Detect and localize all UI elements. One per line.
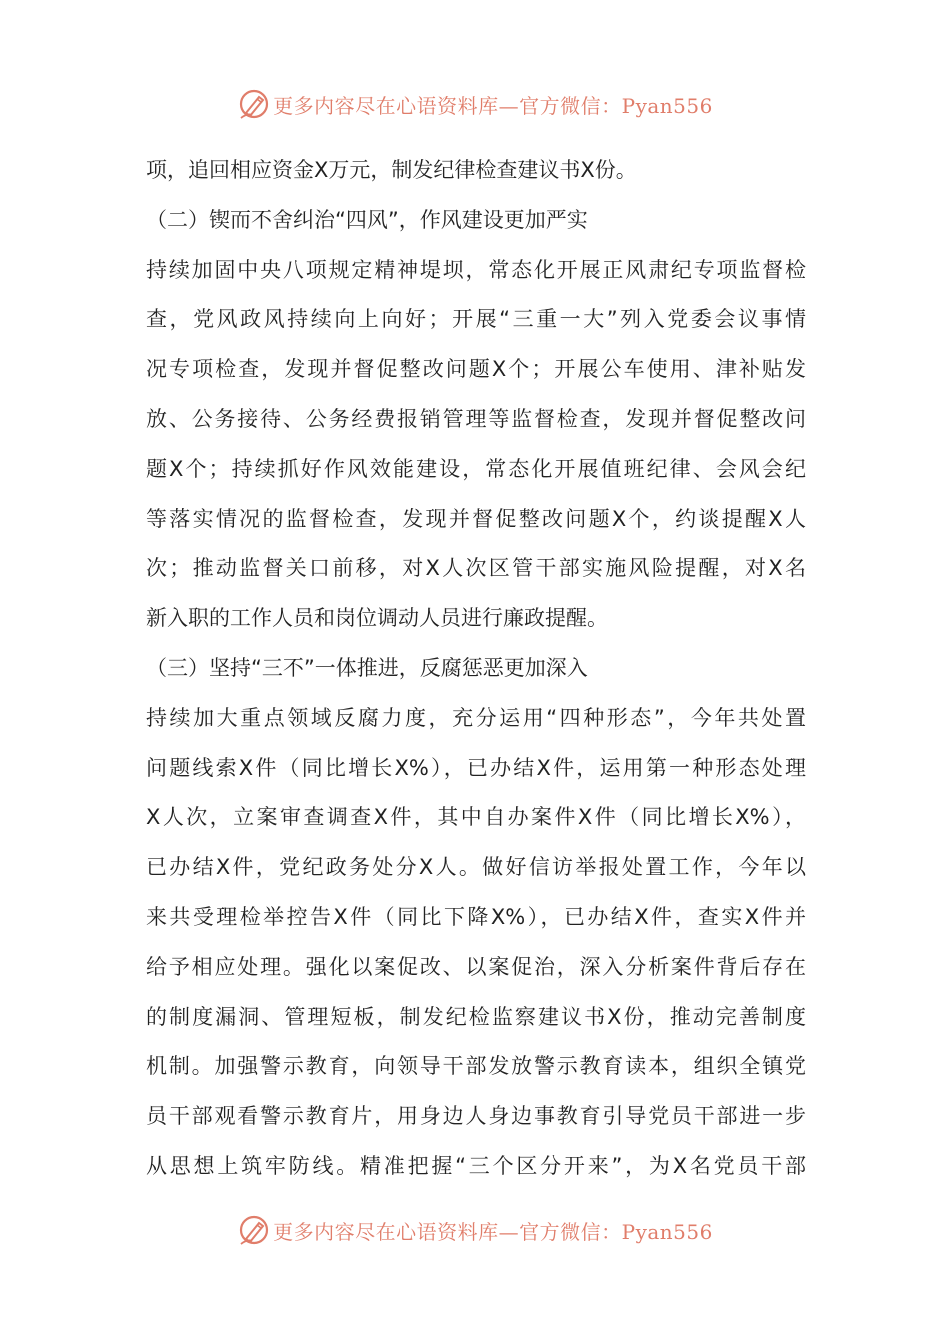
text-line: 题X个；持续抓好作风效能建设，常态化开展值班纪律、会风会纪	[146, 456, 806, 481]
text-line: 问题线索X件（同比增长X%），已办结X件，运用第一种形态处理	[146, 755, 806, 780]
text-line: X人次，立案审查调查X件，其中自办案件X件（同比增长X%），	[146, 805, 806, 830]
pen-nib-logo-icon	[237, 1213, 271, 1247]
text-line: 来共受理检举控告X件（同比下降X%），已办结X件，查实X件并	[146, 904, 806, 929]
watermark-footer	[0, 1210, 950, 1250]
document-body	[146, 146, 806, 1192]
text-line: 给予相应处理。强化以案促改、以案促治，深入分析案件背后存在	[146, 954, 806, 979]
text-line: 况专项检查，发现并督促整改问题X个；开展公车使用、津补贴发	[146, 357, 806, 382]
text-line: 次；推动监督关口前移，对X人次区管干部实施风险提醒，对X名	[146, 556, 806, 581]
pen-nib-logo-icon	[237, 87, 271, 121]
text-line: （二）锲而不舍纠治“四风”，作风建设更加严实	[146, 207, 588, 232]
text-line: 持续加固中央八项规定精神堤坝，常态化开展正风肃纪专项监督检	[146, 257, 806, 282]
text-line: 机制。加强警示教育，向领导干部发放警示教育读本，组织全镇党	[146, 1054, 806, 1079]
text-line: （三）坚持“三不”一体推进，反腐惩恶更加深入	[146, 655, 588, 680]
text-line: 等落实情况的监督检查，发现并督促整改问题X个，约谈提醒X人	[146, 506, 806, 531]
text-line: 持续加大重点领域反腐力度，充分运用“四种形态”，今年共处置	[146, 705, 806, 730]
watermark-header	[0, 84, 950, 124]
watermark-text: 更多内容尽在心语资料库—官方微信：Pyan556	[273, 1219, 713, 1244]
text-line: 查，党风政风持续向上向好；开展“三重一大”列入党委会议事情	[146, 307, 806, 332]
text-line: 从思想上筑牢防线。精准把握“三个区分开来”，为X名党员干部	[146, 1153, 806, 1178]
text-line: 项，追回相应资金X万元，制发纪律检查建议书X份。	[146, 158, 637, 182]
text-line: 的制度漏洞、管理短板，制发纪检监察建议书X份，推动完善制度	[146, 1004, 806, 1029]
text-line: 已办结X件，党纪政务处分X人。做好信访举报处置工作，今年以	[146, 855, 806, 880]
text-line: 放、公务接待、公务经费报销管理等监督检查，发现并督促整改问	[146, 406, 806, 431]
watermark-text: 更多内容尽在心语资料库—官方微信：Pyan556	[273, 93, 713, 118]
text-line: 新入职的工作人员和岗位调动人员进行廉政提醒。	[146, 606, 608, 631]
text-line: 员干部观看警示教育片，用身边人身边事教育引导党员干部进一步	[146, 1104, 806, 1129]
